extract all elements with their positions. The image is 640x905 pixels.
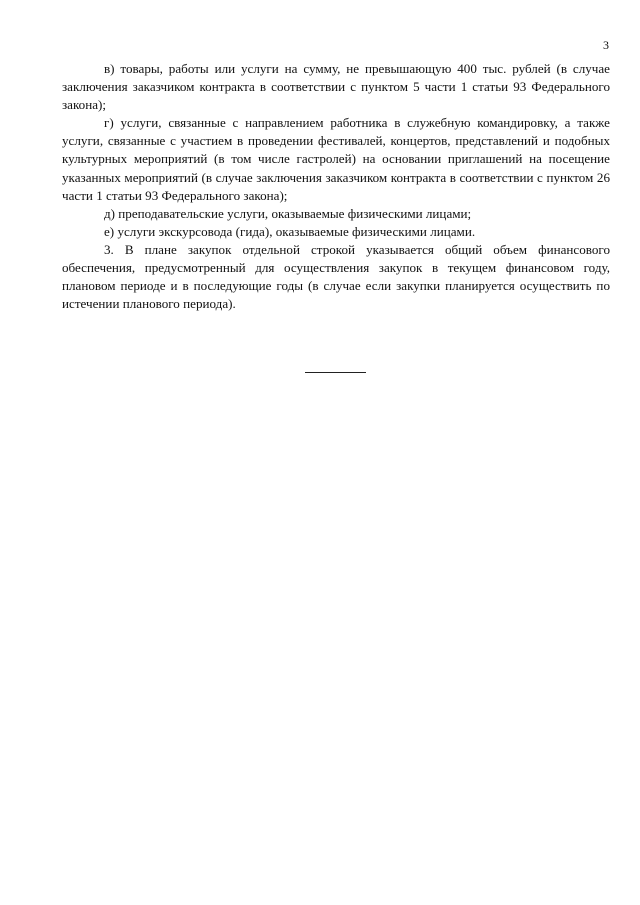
document-body: [62, 60, 610, 313]
paragraph-item-g: г) услуги, связанные с направлением работника в служебную командировку, а также услуги, связанные с участием в проведении фестивалей, концертов, представлений и подобных культурных мероприятий (в том числе гастролей) на основании приглашений на посещение указанных мероприятий (в случае заключения заказчиком контракта в соответствии с пунктом 26 части 1 статьи 93 Федерального закона);: [62, 115, 610, 203]
paragraph-item-v: в) товары, работы или услуги на сумму, не превышающую 400 тыс. рублей (в случае заключения заказчиком контракта в соответствии с пунктом 5 части 1 статьи 93 Федерального закона);: [62, 61, 610, 113]
page-number: 3: [603, 38, 609, 52]
paragraph-clause-3: 3. В плане закупок отдельной строкой указывается общий объем финансового обеспечения, предусмотренный для осуществления закупок в текущем финансовом году, плановом периоде и в последующие годы (в случае если закупки планируется осуществить по истечении планового периода).: [62, 241, 610, 312]
end-separator-line: [305, 372, 366, 373]
paragraph-item-e: е) услуги экскурсовода (гида), оказываемые физическими лицами.: [104, 223, 476, 239]
paragraph-item-d: д) преподавательские услуги, оказываемые физическими лицами;: [104, 205, 472, 221]
